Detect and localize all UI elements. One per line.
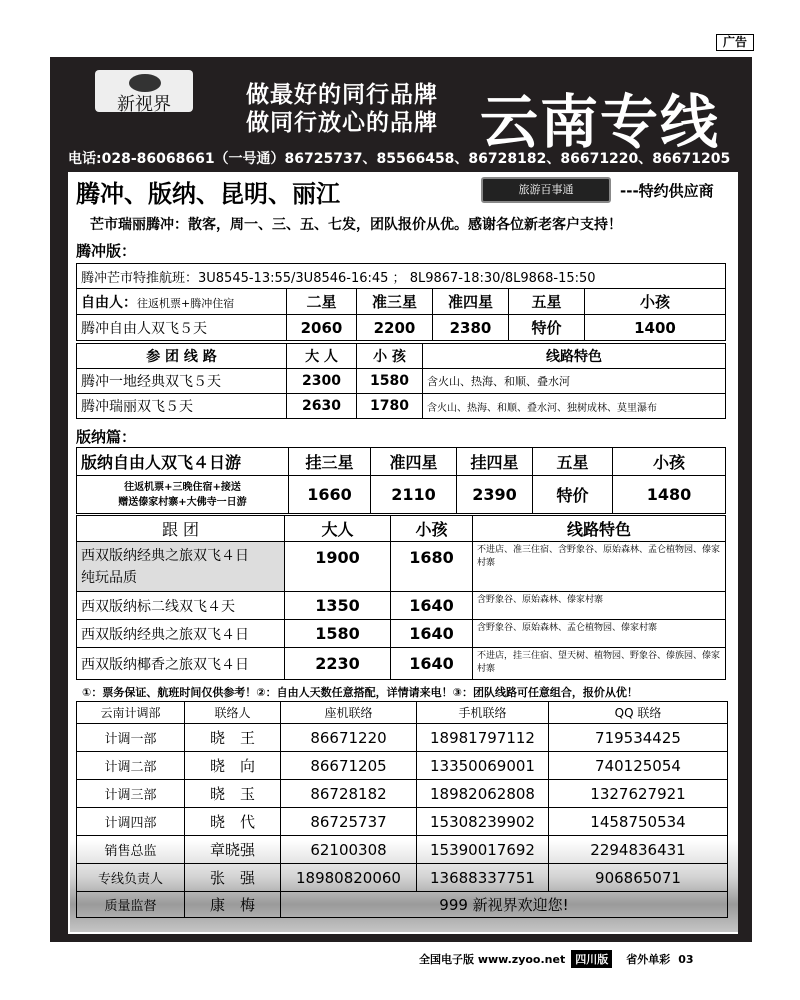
section-label: 省外单彩 (626, 953, 671, 966)
contact-name: 晓 代 (185, 808, 281, 836)
route-name: 腾冲自由人双飞５天 (77, 315, 287, 341)
slogan-line-2: 做同行放心的品牌 (246, 110, 438, 136)
price-cell: 1480 (613, 476, 726, 514)
flight-info: 腾冲芒市特推航班：3U8545-13:55/3U8546-16:45 ； 8L9867-18:30/8L9868-15:50 (77, 264, 726, 289)
price-cell: 2200 (357, 315, 433, 341)
free-label: 自由人： (81, 294, 137, 311)
qq: 1458750534 (549, 808, 728, 836)
contact-name: 康 梅 (185, 892, 281, 918)
qq: 740125054 (549, 752, 728, 780)
tengchong-group-table (76, 343, 726, 419)
header-cell: 小孩 (613, 448, 726, 476)
free-note: 往返机票+腾冲住宿 (137, 296, 235, 310)
dept: 计调三部 (77, 780, 185, 808)
partner-logo: 旅游百事通 (481, 177, 611, 203)
landline: 86671205 (281, 752, 417, 780)
header-cell: 线路特色 (423, 344, 726, 369)
header-cell: 小 孩 (357, 344, 423, 369)
welcome-message: 999 新视界欢迎您! (281, 892, 728, 918)
header-cell: QQ 联络 (549, 702, 728, 724)
destinations: 腾冲、版纳、昆明、丽江 (76, 180, 340, 208)
contact-name: 章晓强 (185, 836, 281, 864)
page-title: 云南专线 (480, 88, 721, 156)
route-feature: 含野象谷、原始森林、傣家村寨 (473, 592, 726, 620)
route-name: 西双版纳经典之旅双飞４日 纯玩品质 (77, 542, 285, 592)
mobile: 13688337751 (417, 864, 549, 892)
qq: 719534425 (549, 724, 728, 752)
header-cell: 小孩 (585, 289, 726, 315)
header-cell: 准四星 (371, 448, 457, 476)
price-cell: 2060 (287, 315, 357, 341)
header-cell: 五星 (533, 448, 613, 476)
child-price: 1580 (357, 369, 423, 394)
landline: 62100308 (281, 836, 417, 864)
route-name: 腾冲瑞丽双飞５天 (77, 394, 287, 419)
page-number: 03 (678, 952, 694, 966)
price-cell: 2110 (371, 476, 457, 514)
contact-table (76, 701, 728, 918)
adult-price: 1580 (285, 620, 391, 648)
dept: 专线负责人 (77, 864, 185, 892)
free-route-name: 版纳自由人双飞４日游 (77, 448, 289, 476)
price-cell: 1400 (585, 315, 726, 341)
child-price: 1640 (391, 620, 473, 648)
banna-free-table (76, 447, 726, 514)
contact-name: 张 强 (185, 864, 281, 892)
price-cell: 特价 (533, 476, 613, 514)
route-feature: 不进店，挂三住宿、望天树、植物园、野象谷、傣族园、傣家村寨 (473, 648, 726, 680)
contact-name: 晓 向 (185, 752, 281, 780)
header-cell: 云南计调部 (77, 702, 185, 724)
dept: 计调四部 (77, 808, 185, 836)
free-note: 往返机票+三晚住宿+接送 赠送傣家村寨+大佛寺一日游 (77, 476, 289, 514)
region-label: 四川版 (571, 950, 612, 968)
adult-price: 2300 (287, 369, 357, 394)
route-feature: 含火山、热海、和顺、叠水河、独树成林、莫里瀑布 (423, 394, 726, 419)
child-price: 1640 (391, 592, 473, 620)
price-cell: 2390 (457, 476, 533, 514)
header-cell: 座机联络 (281, 702, 417, 724)
qq: 906865071 (549, 864, 728, 892)
header-cell: 准三星 (357, 289, 433, 315)
contact-name: 晓 玉 (185, 780, 281, 808)
route-name: 西双版纳标二线双飞４天 (77, 592, 285, 620)
landline: 18980820060 (281, 864, 417, 892)
supplier-label: ---特约供应商 (620, 182, 714, 200)
phone-numbers: 电话:028-86068661（一号通）86725737、85566458、86728182、86671220、86671205 (68, 151, 731, 167)
brand-logo (95, 70, 193, 115)
header-cell: 大 人 (287, 344, 357, 369)
price-cell: 2380 (433, 315, 509, 341)
dept: 计调二部 (77, 752, 185, 780)
tengchong-table (76, 263, 726, 341)
mobile: 15308239902 (417, 808, 549, 836)
tengchong-heading: 腾冲版： (76, 242, 137, 260)
child-price: 1680 (391, 542, 473, 592)
mobile: 15390017692 (417, 836, 549, 864)
free-label-cell (77, 289, 287, 315)
header-cell: 跟 团 (77, 516, 285, 542)
child-price: 1780 (357, 394, 423, 419)
header-cell: 准四星 (433, 289, 509, 315)
dept: 计调一部 (77, 724, 185, 752)
mobile: 13350069001 (417, 752, 549, 780)
qq: 2294836431 (549, 836, 728, 864)
price-cell: 1660 (289, 476, 371, 514)
adult-price: 2630 (287, 394, 357, 419)
footnote: ①：票务保证、航班时间仅供参考！②：自由人天数任意搭配，详情请来电！③：团队线路可任意组合，报价从优！ (82, 686, 638, 699)
edition-label: 全国电子版 www.zyoo.net (419, 953, 566, 966)
header-cell: 挂三星 (289, 448, 371, 476)
price-cell: 特价 (509, 315, 585, 341)
slogan-line-1: 做最好的同行品牌 (246, 82, 438, 108)
route-feature: 含火山、热海、和顺、叠水河 (423, 369, 726, 394)
child-price: 1640 (391, 648, 473, 680)
dept: 质量监督 (77, 892, 185, 918)
header-cell: 二星 (287, 289, 357, 315)
notice-text: 芒市瑞丽腾冲：散客，周一、三、五、七发，团队报价从优。感谢各位新老客户支持！ (90, 217, 622, 233)
contact-name: 晓 王 (185, 724, 281, 752)
landline: 86671220 (281, 724, 417, 752)
route-feature: 不进店、准三住宿、含野象谷、原始森林、孟仑植物园、傣家村寨 (473, 542, 726, 592)
adult-price: 2230 (285, 648, 391, 680)
ad-tag: 广告 (716, 34, 754, 51)
route-name: 西双版纳经典之旅双飞４日 (77, 620, 285, 648)
adult-price: 1350 (285, 592, 391, 620)
landline: 86725737 (281, 808, 417, 836)
route-feature: 含野象谷、原始森林、孟仑植物园、傣家村寨 (473, 620, 726, 648)
logo-text: 新视界 (117, 94, 171, 115)
mobile: 18982062808 (417, 780, 549, 808)
dept: 销售总监 (77, 836, 185, 864)
page-footer (419, 950, 751, 968)
banna-group-table (76, 515, 726, 680)
route-name: 腾冲一地经典双飞５天 (77, 369, 287, 394)
header-cell: 手机联络 (417, 702, 549, 724)
landline: 86728182 (281, 780, 417, 808)
header-cell: 联络人 (185, 702, 281, 724)
mobile: 18981797112 (417, 724, 549, 752)
header-cell: 参 团 线 路 (77, 344, 287, 369)
header-cell: 线路特色 (473, 516, 726, 542)
header-cell: 五星 (509, 289, 585, 315)
adult-price: 1900 (285, 542, 391, 592)
route-name: 西双版纳椰香之旅双飞４日 (77, 648, 285, 680)
header-cell: 大人 (285, 516, 391, 542)
banna-heading: 版纳篇： (76, 428, 137, 446)
header-cell: 小孩 (391, 516, 473, 542)
qq: 1327627921 (549, 780, 728, 808)
header-cell: 挂四星 (457, 448, 533, 476)
